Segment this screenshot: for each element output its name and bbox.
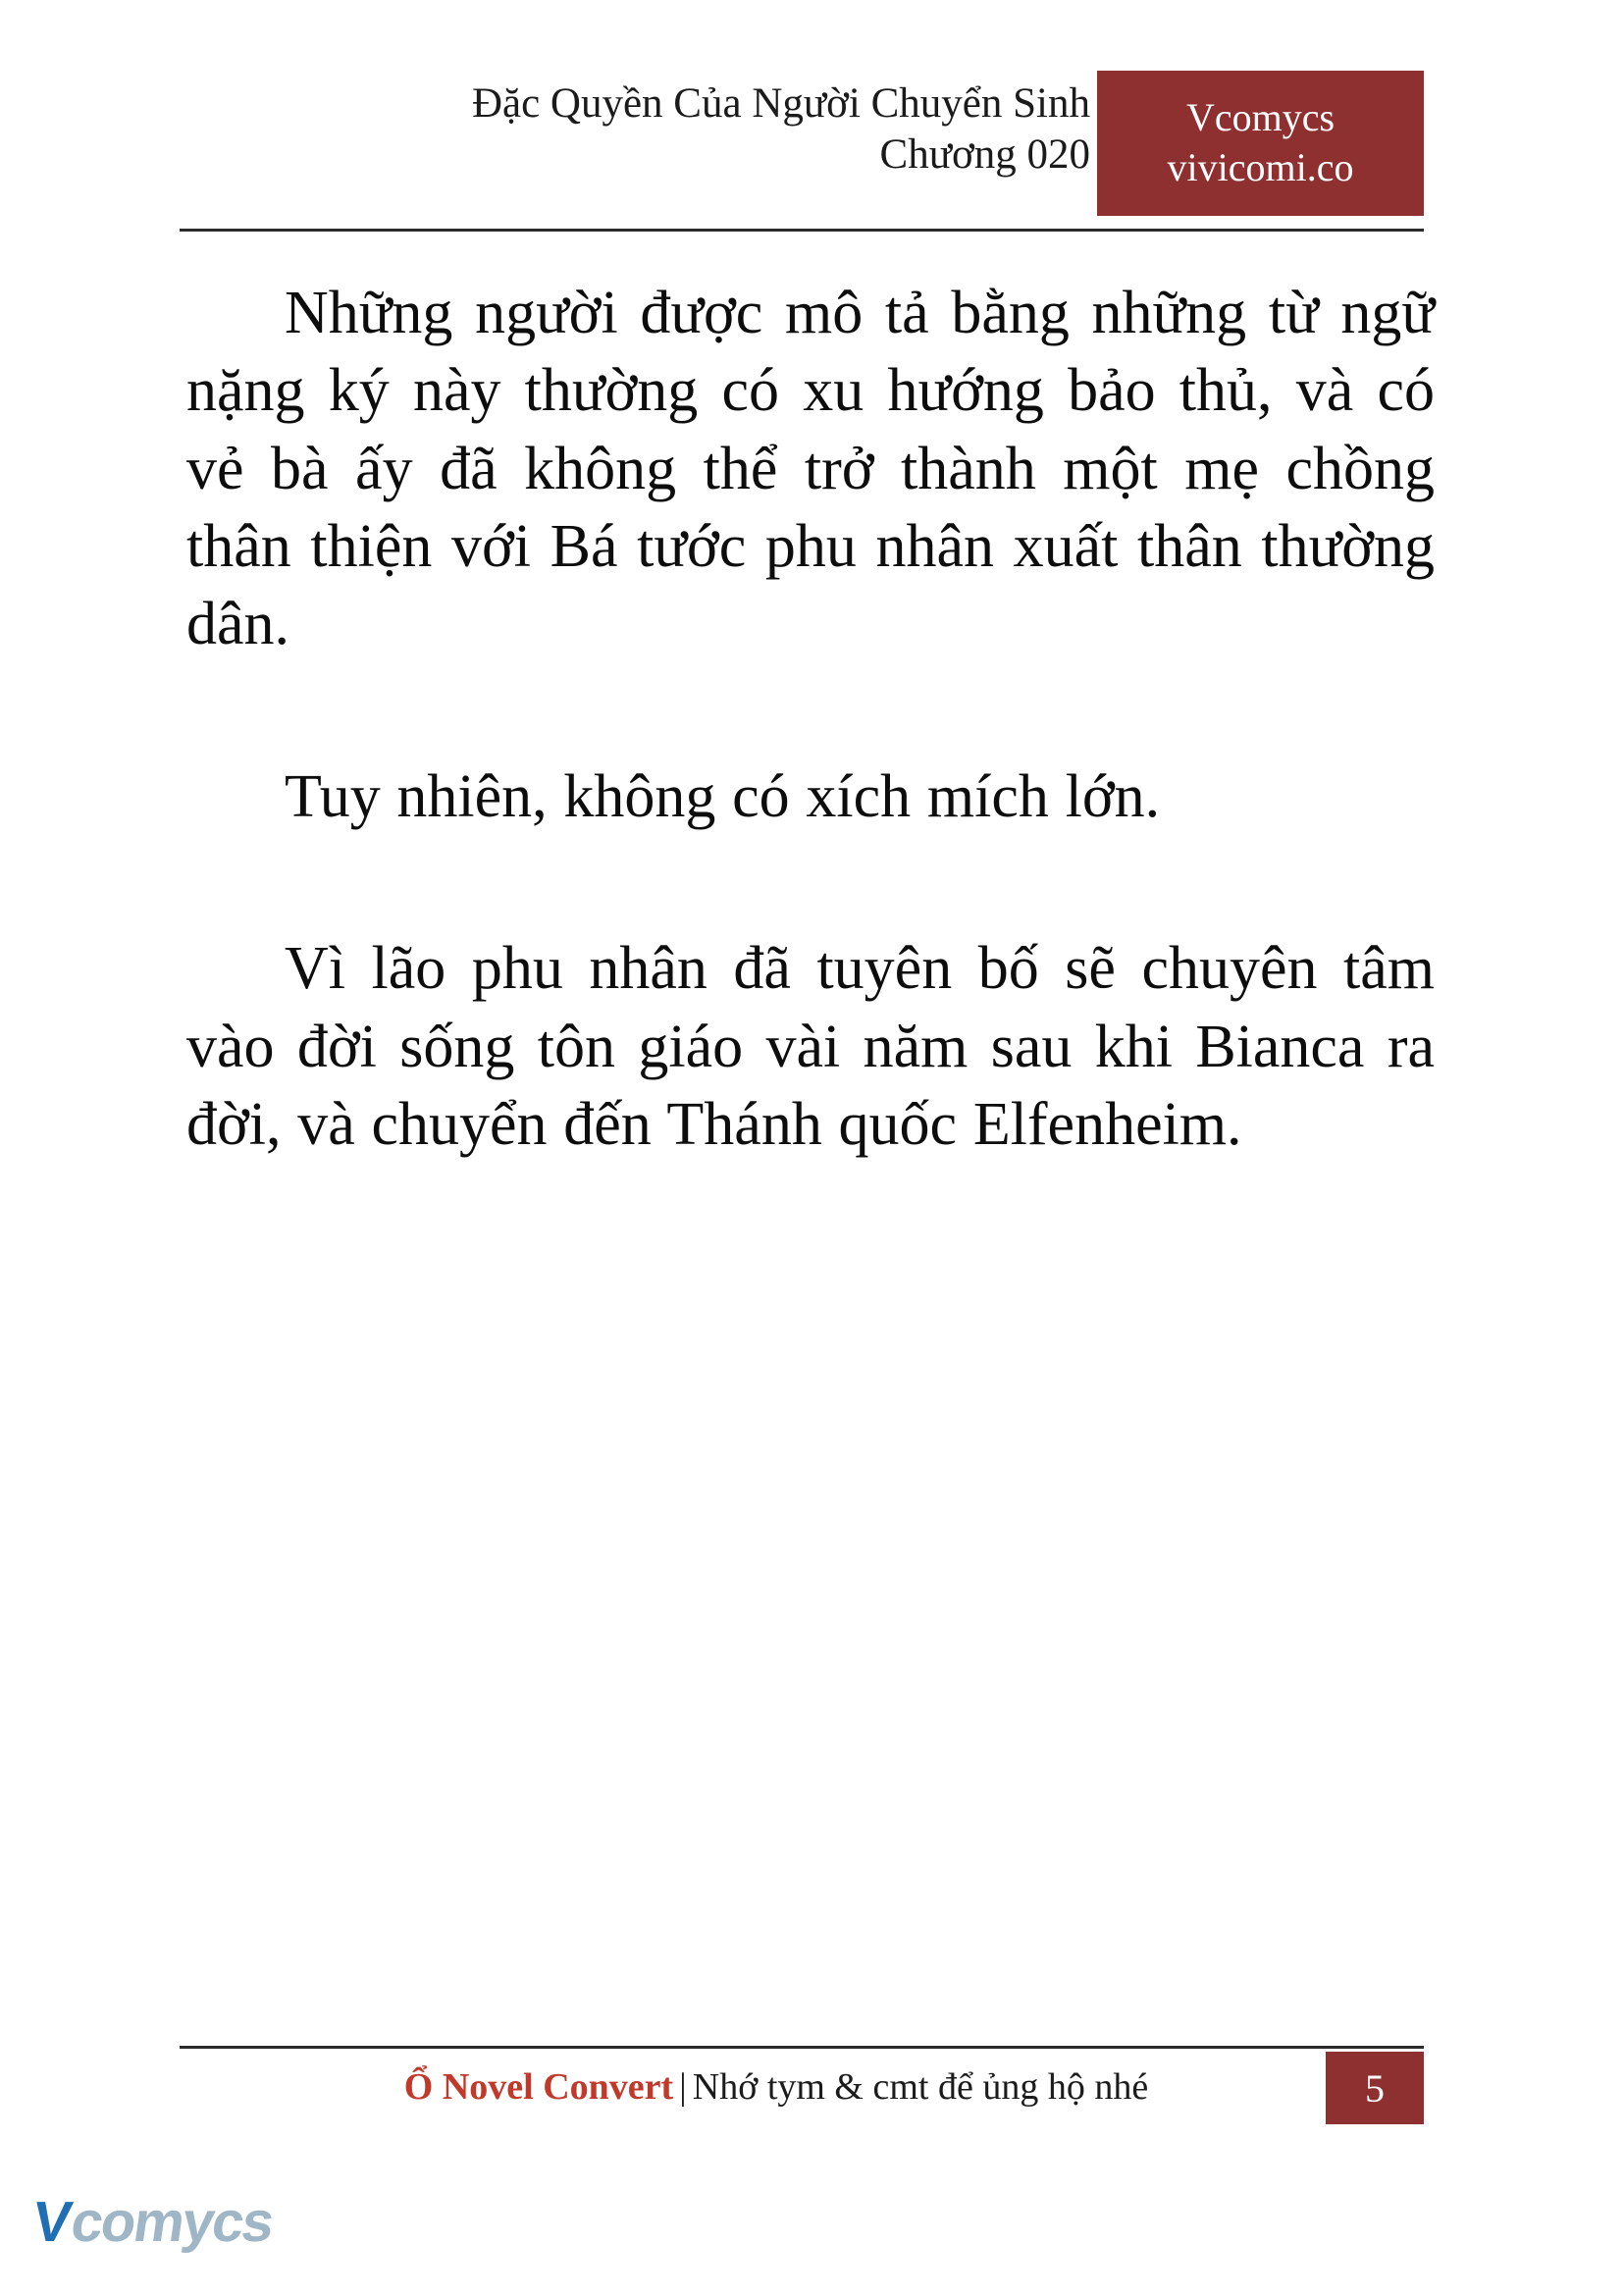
site-badge: [1097, 71, 1424, 216]
header-title-block: [246, 78, 1090, 182]
page-content: [186, 275, 1435, 1164]
footer-credit: [404, 2065, 1148, 2109]
paragraph: Tuy nhiên, không có xích mích lớn.: [285, 762, 1161, 830]
site-badge-url: vivicomi.co: [1167, 145, 1354, 190]
watermark-text: comycs: [67, 2190, 277, 2254]
vcomycs-watermark-logo: [28, 2183, 277, 2262]
paragraph: Vì lão phu nhân đã tuyên bố sẽ chuyên tâm vào đời sống tôn giáo vài năm sau khi Bianca ra đời, và chuyển đến Thánh quốc Elfenheim.: [186, 935, 1435, 1158]
page-number-badge: 5: [1326, 2052, 1424, 2124]
paragraph: Những người được mô tả bằng những từ ngữ nặng ký này thường có xu hướng bảo thủ, và có vẻ bà ấy đã không thể trở thành một mẹ chồng thân thiện với Bá tước phu nhân xuất thân thường dân.: [186, 280, 1435, 658]
page-header: [180, 78, 1424, 231]
header-divider: [180, 229, 1424, 232]
watermark-letter: V: [28, 2190, 75, 2254]
footer-separator: |: [679, 2066, 687, 2108]
site-badge-name: Vcomycs: [1185, 95, 1336, 139]
page-footer: [180, 2046, 1424, 2144]
chapter-title: Chương 020: [879, 131, 1090, 179]
footer-text-block: [180, 2049, 1424, 2125]
book-title: Đặc Quyền Của Người Chuyển Sinh: [471, 80, 1090, 127]
footer-note: Nhớ tym & cmt để ủng hộ nhé: [692, 2066, 1149, 2108]
footer-brand: Ổ Novel Convert: [403, 2066, 674, 2108]
